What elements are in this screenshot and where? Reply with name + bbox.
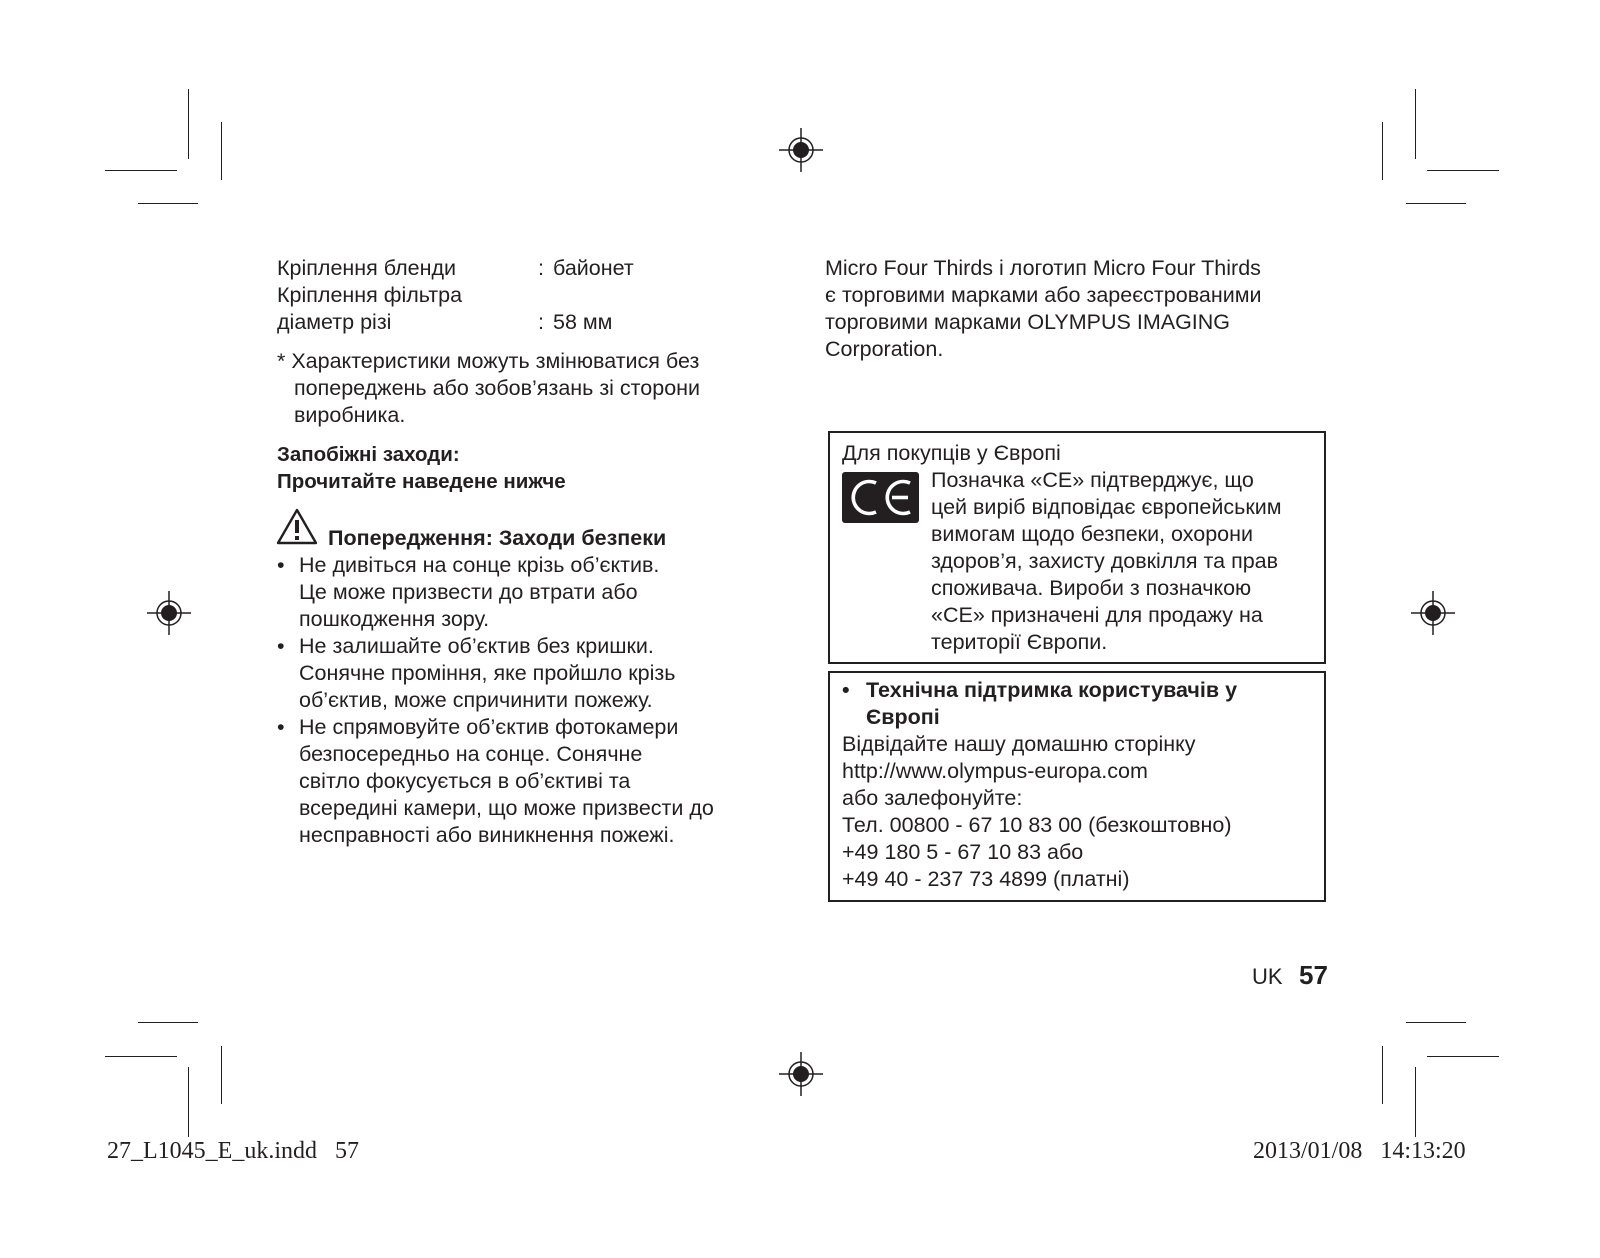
- slug-filename: 27_L1045_E_uk.indd 57: [107, 1138, 359, 1164]
- warning-triangle-icon: [276, 508, 318, 545]
- registration-mark-icon: [147, 591, 191, 635]
- precautions-title: Запобіжні заходи:: [277, 443, 460, 466]
- support-phone: +49 40 - 237 73 4899 (платні): [842, 867, 1130, 891]
- support-phone: Тел. 00800 - 67 10 83 00 (безкоштовно): [842, 813, 1232, 837]
- slug-datetime: 2013/01/08 14:13:20: [1253, 1138, 1466, 1164]
- trademark-line: торговими марками OLYMPUS IMAGING: [825, 310, 1231, 334]
- list-item: всередині камери, що може призвести до: [299, 796, 714, 820]
- spec-label: діаметр різі: [277, 310, 392, 334]
- ce-line: цей виріб відповідає європейським: [931, 495, 1282, 519]
- support-phone: +49 180 5 - 67 10 83 або: [842, 840, 1084, 864]
- ce-line: споживача. Вироби з позначкою: [931, 576, 1252, 600]
- trademark-line: Micro Four Thirds і логотип Micro Four Thirds: [825, 256, 1261, 280]
- list-item: Це може призвести до втрати або: [299, 580, 638, 604]
- trademark-line: Corporation.: [825, 337, 944, 361]
- spec-label: Кріплення бленди: [277, 256, 457, 280]
- list-item: Не дивіться на сонце крізь об’єктив.: [299, 553, 660, 577]
- ce-line: здоров’я, захисту довкілля та прав: [931, 549, 1279, 573]
- spec-colon: :: [538, 256, 544, 280]
- support-url: http://www.olympus-europa.com: [842, 759, 1148, 783]
- spec-label: Кріплення фільтра: [277, 283, 463, 307]
- list-item: Не залишайте об’єктив без кришки.: [299, 634, 654, 658]
- registration-mark-icon: [1411, 591, 1455, 635]
- bullet: •: [277, 634, 285, 658]
- spec-value: байонет: [553, 256, 634, 280]
- registration-mark-icon: [779, 128, 823, 172]
- note-line: попереджень або зобов’язань зі сторони: [294, 376, 701, 400]
- list-item: Не спрямовуйте об’єктив фотокамери: [299, 715, 679, 739]
- trademark-line: є торговими марками або зареєстрованими: [825, 283, 1262, 307]
- list-item: несправності або виникнення пожежі.: [299, 823, 675, 847]
- bullet: •: [277, 715, 285, 739]
- warning-heading: Попередження: Заходи безпеки: [328, 526, 667, 550]
- ce-line: «CE» призначені для продажу на: [931, 603, 1263, 627]
- support-heading: Європі: [866, 705, 940, 729]
- page-language: UK: [1252, 964, 1283, 989]
- bullet: •: [842, 678, 850, 702]
- list-item: пошкодження зору.: [299, 607, 490, 631]
- note-line: * Характеристики можуть змінюватися без: [277, 349, 700, 373]
- ce-line: вимогам щодо безпеки, охорони: [931, 522, 1254, 546]
- list-item: світло фокусується в об’єктиві та: [299, 769, 631, 793]
- spec-colon: :: [538, 310, 544, 334]
- note-line: виробника.: [294, 403, 406, 427]
- list-item: безпосередньо на сонце. Сонячне: [299, 742, 643, 766]
- list-item: Сонячне проміння, яке пройшло крізь: [299, 661, 676, 685]
- list-item: об’єктив, може спричинити пожежу.: [299, 688, 653, 712]
- support-line: Відвідайте нашу домашню сторінку: [842, 732, 1196, 756]
- ce-line: території Європи.: [931, 630, 1108, 654]
- registration-mark-icon: [779, 1052, 823, 1096]
- ce-mark-icon: [842, 472, 919, 523]
- support-line: або залефонуйте:: [842, 786, 1023, 810]
- spec-value: 58 мм: [553, 310, 613, 334]
- europe-box-title: Для покупців у Європі: [842, 441, 1061, 465]
- precautions-subtitle: Прочитайте наведене нижче: [277, 470, 566, 493]
- bullet: •: [277, 553, 285, 577]
- ce-line: Позначка «CE» підтверджує, що: [931, 468, 1254, 492]
- page-number: 57: [1299, 960, 1328, 990]
- support-heading: Технічна підтримка користувачів у: [866, 678, 1238, 702]
